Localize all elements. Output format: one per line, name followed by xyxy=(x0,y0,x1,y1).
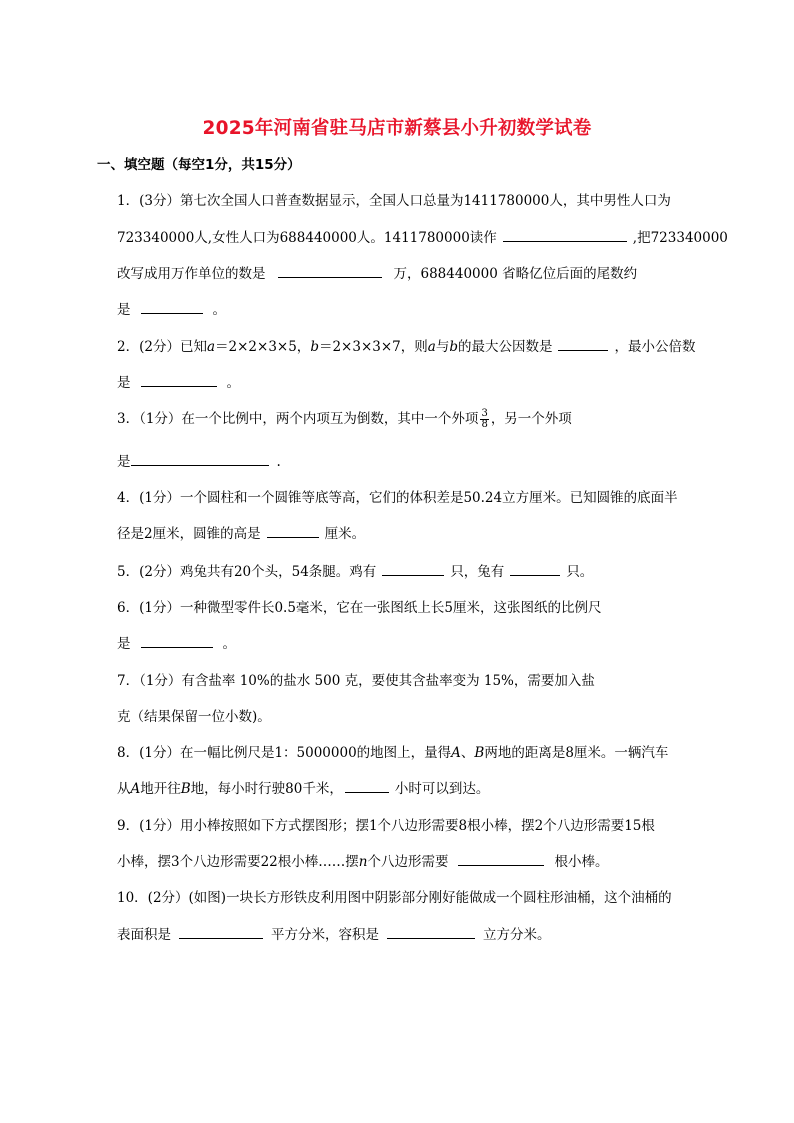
answer-blank[interactable] xyxy=(382,561,444,576)
question-10-line-2: 表面积是 平方分米，容积是 立方分米。 xyxy=(117,923,697,943)
question-3-line-1: 3．（1分）在一个比例中，两个内项互为倒数，其中一个外项 $\frac{3}{8}$ ，另一个外项 xyxy=(117,408,572,430)
answer-blank[interactable] xyxy=(458,851,544,866)
question-3-line-2: 是 . xyxy=(117,450,697,470)
question-2-line-1: 2．(2分）已知a＝2×2×3×5，b＝2×3×3×7，则a与b的最大公因数是 ，最小公倍数 xyxy=(117,335,697,355)
section-heading: 一、填空题（每空1分，共15分） xyxy=(97,157,301,173)
question-6-line-1: 6．(1分）一种微型零件长0.5毫米，它在一张图纸上长5厘米，这张图纸的比例尺 xyxy=(117,600,602,616)
question-2-line-2: 是 。 xyxy=(117,371,697,391)
question-4-line-2: 径是2厘米，圆锥的高是 厘米。 xyxy=(117,522,697,542)
answer-blank[interactable] xyxy=(278,263,382,278)
answer-blank[interactable] xyxy=(141,633,213,648)
question-10-line-1: 10．(2分）(如图)一块长方形铁皮利用图中阴影部分刚好能做成一个圆柱形油桶，这个油桶的 xyxy=(117,890,672,906)
fraction: $\frac{3}{8}$ xyxy=(481,408,488,430)
question-7-line-2: 克（结果保留一位小数)。 xyxy=(117,709,271,725)
answer-blank[interactable] xyxy=(503,227,627,242)
answer-blank[interactable] xyxy=(558,336,608,351)
answer-blank[interactable] xyxy=(387,924,475,939)
question-8-line-1: 8．(1分）在一幅比例尺是1：5000000的地图上，量得A、B两地的距离是8厘米。一辆汽车 xyxy=(117,745,669,761)
question-9-line-1: 9．(1分）用小棒按照如下方式摆图形；摆1个八边形需要8根小棒，摆2个八边形需要15根 xyxy=(117,818,655,834)
question-7-line-1: 7．（1分）有含盐率 10%的盐水 500 克，要使其含盐率变为 15%，需要加入盐 xyxy=(117,673,595,689)
answer-blank[interactable] xyxy=(510,561,560,576)
answer-blank[interactable] xyxy=(141,372,217,387)
question-6-line-2: 是 。 xyxy=(117,632,697,652)
question-4-line-1: 4．(1分）一个圆柱和一个圆锥等底等高，它们的体积差是50.24立方厘米。已知圆锥的底面半 xyxy=(117,490,678,506)
question-8-line-2: 从A地开往B地，每小时行驶80千米， 小时可以到达。 xyxy=(117,777,697,797)
answer-blank[interactable] xyxy=(131,451,269,466)
answer-blank[interactable] xyxy=(141,299,203,314)
question-5: 5．(2分）鸡兔共有20个头，54条腿。鸡有 只，兔有 只。 xyxy=(117,560,697,580)
question-9-line-2: 小棒，摆3个八边形需要22根小棒……摆n个八边形需要 根小棒。 xyxy=(117,850,697,870)
answer-blank[interactable] xyxy=(345,778,389,793)
answer-blank[interactable] xyxy=(267,523,319,538)
question-1-line-3: 改写成用万作单位的数是 万，688440000 省略亿位后面的尾数约 xyxy=(117,262,697,282)
question-1-line-4: 是 。 xyxy=(117,298,697,318)
answer-blank[interactable] xyxy=(179,924,263,939)
question-1-line-1: 1．(3分）第七次全国人口普查数据显示，全国人口总量为1411780000人，其中男性人口为 xyxy=(117,193,671,209)
exam-title: 2025年河南省驻马店市新蔡县小升初数学试卷 xyxy=(202,118,592,139)
question-1-line-2: 723340000人,女性人口为688440000人。1411780000读作 ,把723340000 xyxy=(117,226,697,246)
